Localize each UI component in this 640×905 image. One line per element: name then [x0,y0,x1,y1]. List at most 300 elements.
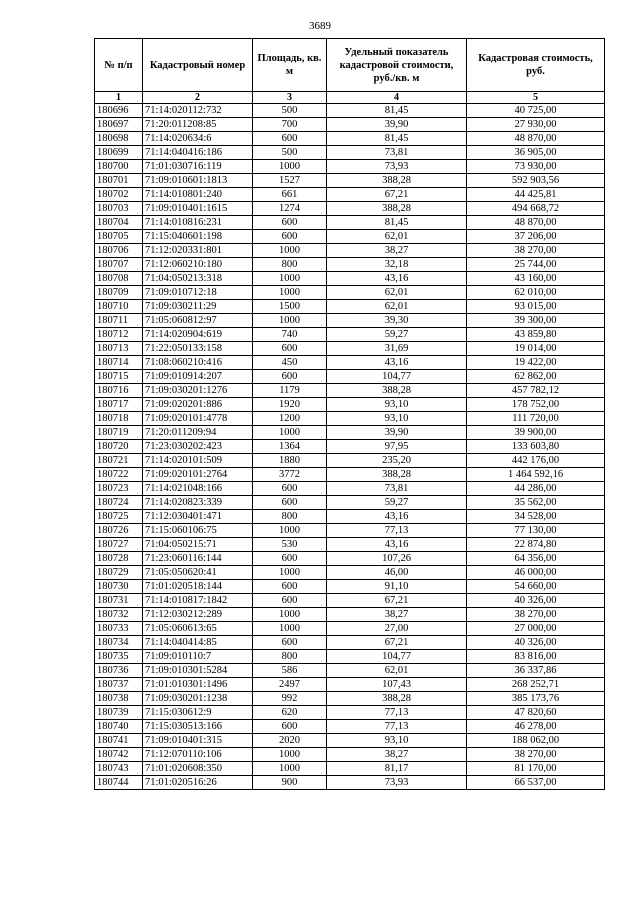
header-area: Площадь, кв. м [253,39,327,92]
table-row [95,118,605,132]
cadastral-number-cell: 71:09:010712:18 [143,286,253,300]
area-cell: 1500 [253,300,327,314]
table-row [95,552,605,566]
area-cell: 530 [253,538,327,552]
specific-value-cell: 39,90 [327,426,467,440]
cadastral-number-cell: 71:14:021048:166 [143,482,253,496]
cadastral-cost-cell: 38 270,00 [467,748,605,762]
cadastral-cost-cell: 133 603,80 [467,440,605,454]
specific-value-cell: 73,93 [327,160,467,174]
row-number-cell: 180719 [95,426,143,440]
cadastral-number-cell: 71:04:050215:71 [143,538,253,552]
table-row [95,216,605,230]
table-row [95,650,605,664]
area-cell: 600 [253,342,327,356]
row-number-cell: 180702 [95,188,143,202]
specific-value-cell: 62,01 [327,230,467,244]
row-number-cell: 180724 [95,496,143,510]
cadastral-number-cell: 71:09:010401:315 [143,734,253,748]
cadastral-cost-cell: 385 173,76 [467,692,605,706]
table-row [95,692,605,706]
column-number: 4 [327,92,467,104]
cadastral-number-cell: 71:12:020331:801 [143,244,253,258]
cadastral-number-cell: 71:14:020823:339 [143,496,253,510]
page-number: 3689 [309,20,331,32]
area-cell: 1000 [253,762,327,776]
specific-value-cell: 43,16 [327,356,467,370]
table-row [95,104,605,118]
row-number-cell: 180729 [95,566,143,580]
area-cell: 600 [253,552,327,566]
specific-value-cell: 39,90 [327,118,467,132]
specific-value-cell: 31,69 [327,342,467,356]
row-number-cell: 180744 [95,776,143,790]
cadastral-number-cell: 71:09:010601:1813 [143,174,253,188]
cadastral-cost-cell: 44 425,81 [467,188,605,202]
table-row [95,636,605,650]
cadastral-number-cell: 71:20:011208:85 [143,118,253,132]
cadastral-cost-cell: 494 668,72 [467,202,605,216]
area-cell: 1880 [253,454,327,468]
specific-value-cell: 27,00 [327,622,467,636]
row-number-cell: 180743 [95,762,143,776]
cadastral-cost-cell: 22 874,80 [467,538,605,552]
table-row [95,398,605,412]
area-cell: 700 [253,118,327,132]
cadastral-cost-cell: 43 160,00 [467,272,605,286]
specific-value-cell: 81,45 [327,104,467,118]
cadastral-cost-cell: 27 000,00 [467,622,605,636]
row-number-cell: 180709 [95,286,143,300]
row-number-cell: 180721 [95,454,143,468]
specific-value-cell: 104,77 [327,650,467,664]
cadastral-cost-cell: 46 278,00 [467,720,605,734]
table-row [95,706,605,720]
specific-value-cell: 73,81 [327,146,467,160]
area-cell: 800 [253,258,327,272]
area-cell: 600 [253,720,327,734]
cadastral-number-cell: 71:14:020101:509 [143,454,253,468]
cadastral-number-cell: 71:04:050213:318 [143,272,253,286]
table-row [95,384,605,398]
specific-value-cell: 46,00 [327,566,467,580]
table-row [95,160,605,174]
cadastral-number-cell: 71:15:030612:9 [143,706,253,720]
table-row [95,776,605,790]
cadastral-cost-cell: 457 782,12 [467,384,605,398]
cadastral-number-cell: 71:09:030201:1276 [143,384,253,398]
row-number-cell: 180718 [95,412,143,426]
area-cell: 600 [253,496,327,510]
specific-value-cell: 81,45 [327,216,467,230]
cadastral-cost-cell: 40 326,00 [467,636,605,650]
table-row [95,678,605,692]
cadastral-cost-cell: 35 562,00 [467,496,605,510]
area-cell: 3772 [253,468,327,482]
cadastral-number-cell: 71:14:040416:186 [143,146,253,160]
specific-value-cell: 93,10 [327,412,467,426]
specific-value-cell: 43,16 [327,272,467,286]
cadastral-cost-cell: 46 000,00 [467,566,605,580]
cadastral-number-cell: 71:14:010801:240 [143,188,253,202]
table-row [95,566,605,580]
cadastral-number-cell: 71:01:020608:350 [143,762,253,776]
row-number-cell: 180737 [95,678,143,692]
row-number-cell: 180731 [95,594,143,608]
column-number: 1 [95,92,143,104]
area-cell: 500 [253,104,327,118]
cadastral-cost-cell: 43 859,80 [467,328,605,342]
cadastral-cost-cell: 77 130,00 [467,524,605,538]
specific-value-cell: 38,27 [327,748,467,762]
table-row [95,440,605,454]
table-row [95,468,605,482]
area-cell: 740 [253,328,327,342]
specific-value-cell: 107,26 [327,552,467,566]
table-row [95,496,605,510]
specific-value-cell: 39,30 [327,314,467,328]
cadastral-cost-cell: 111 720,00 [467,412,605,426]
column-number-row [95,92,605,104]
table-row [95,524,605,538]
cadastral-number-cell: 71:09:020201:886 [143,398,253,412]
cadastral-number-cell: 71:01:020516:26 [143,776,253,790]
specific-value-cell: 62,01 [327,664,467,678]
row-number-cell: 180703 [95,202,143,216]
cadastral-number-cell: 71:12:030401:471 [143,510,253,524]
row-number-cell: 180696 [95,104,143,118]
cadastral-number-cell: 71:22:050133:158 [143,342,253,356]
area-cell: 1527 [253,174,327,188]
specific-value-cell: 77,13 [327,524,467,538]
area-cell: 600 [253,636,327,650]
cadastral-number-cell: 71:09:020101:4778 [143,412,253,426]
table-row [95,580,605,594]
row-number-cell: 180714 [95,356,143,370]
row-number-cell: 180730 [95,580,143,594]
header-cadastral-cost: Кадастровая стоимость, руб. [467,39,605,92]
table-row [95,762,605,776]
table-row [95,622,605,636]
area-cell: 1274 [253,202,327,216]
area-cell: 1000 [253,622,327,636]
specific-value-cell: 81,45 [327,132,467,146]
area-cell: 1000 [253,566,327,580]
cadastral-cost-cell: 37 206,00 [467,230,605,244]
area-cell: 800 [253,650,327,664]
cadastral-number-cell: 71:15:030513:166 [143,720,253,734]
cadastral-number-cell: 71:08:060210:416 [143,356,253,370]
row-number-cell: 180728 [95,552,143,566]
specific-value-cell: 73,81 [327,482,467,496]
area-cell: 800 [253,510,327,524]
specific-value-cell: 81,17 [327,762,467,776]
row-number-cell: 180711 [95,314,143,328]
cadastral-number-cell: 71:09:010110:7 [143,650,253,664]
cadastral-cost-cell: 25 744,00 [467,258,605,272]
cadastral-number-cell: 71:09:030211:29 [143,300,253,314]
table-row [95,300,605,314]
cadastral-cost-cell: 36 337,86 [467,664,605,678]
specific-value-cell: 388,28 [327,174,467,188]
cadastral-cost-cell: 83 816,00 [467,650,605,664]
specific-value-cell: 77,13 [327,720,467,734]
row-number-cell: 180742 [95,748,143,762]
cadastral-cost-cell: 73 930,00 [467,160,605,174]
table-row [95,244,605,258]
cadastral-cost-cell: 178 752,00 [467,398,605,412]
row-number-cell: 180700 [95,160,143,174]
area-cell: 1364 [253,440,327,454]
area-cell: 1000 [253,748,327,762]
cadastral-cost-cell: 81 170,00 [467,762,605,776]
table-row [95,188,605,202]
header-specific-value: Удельный показатель кадастровой стоимости, руб./кв. м [327,39,467,92]
specific-value-cell: 388,28 [327,468,467,482]
row-number-cell: 180705 [95,230,143,244]
area-cell: 600 [253,580,327,594]
cadastral-number-cell: 71:05:060613:65 [143,622,253,636]
cadastral-number-cell: 71:14:040414:85 [143,636,253,650]
cadastral-cost-cell: 54 660,00 [467,580,605,594]
table-row [95,734,605,748]
cadastral-cost-cell: 442 176,00 [467,454,605,468]
row-number-cell: 180710 [95,300,143,314]
specific-value-cell: 62,01 [327,286,467,300]
area-cell: 1000 [253,244,327,258]
cadastral-cost-cell: 64 356,00 [467,552,605,566]
row-number-cell: 180713 [95,342,143,356]
row-number-cell: 180697 [95,118,143,132]
specific-value-cell: 43,16 [327,538,467,552]
table-row [95,174,605,188]
cadastral-number-cell: 71:01:010301:1496 [143,678,253,692]
specific-value-cell: 32,18 [327,258,467,272]
cadastral-cost-cell: 93 015,00 [467,300,605,314]
cadastral-cost-cell: 44 286,00 [467,482,605,496]
cadastral-cost-cell: 62 010,00 [467,286,605,300]
area-cell: 1920 [253,398,327,412]
cadastral-number-cell: 71:23:060116:144 [143,552,253,566]
header-cadastral-number: Кадастровый номер [143,39,253,92]
specific-value-cell: 77,13 [327,706,467,720]
specific-value-cell: 97,95 [327,440,467,454]
area-cell: 1000 [253,524,327,538]
row-number-cell: 180734 [95,636,143,650]
header-row [95,39,605,92]
area-cell: 500 [253,146,327,160]
table-row [95,286,605,300]
table-row [95,258,605,272]
area-cell: 1179 [253,384,327,398]
table-row [95,356,605,370]
row-number-cell: 180723 [95,482,143,496]
cadastral-number-cell: 71:05:060812:97 [143,314,253,328]
cadastral-cost-cell: 40 326,00 [467,594,605,608]
row-number-cell: 180715 [95,370,143,384]
table-row [95,342,605,356]
area-cell: 600 [253,482,327,496]
table-row [95,538,605,552]
specific-value-cell: 67,21 [327,188,467,202]
cadastral-number-cell: 71:09:030201:1238 [143,692,253,706]
area-cell: 2020 [253,734,327,748]
cadastral-cost-cell: 48 870,00 [467,132,605,146]
row-number-cell: 180717 [95,398,143,412]
cadastral-number-cell: 71:12:070110:106 [143,748,253,762]
row-number-cell: 180720 [95,440,143,454]
row-number-cell: 180726 [95,524,143,538]
cadastral-number-cell: 71:09:010914:207 [143,370,253,384]
cadastral-number-cell: 71:14:020112:732 [143,104,253,118]
table-row [95,230,605,244]
specific-value-cell: 59,27 [327,328,467,342]
cadastral-number-cell: 71:09:010401:1615 [143,202,253,216]
table-row [95,202,605,216]
row-number-cell: 180739 [95,706,143,720]
row-number-cell: 180733 [95,622,143,636]
table-header [95,39,605,104]
area-cell: 600 [253,594,327,608]
specific-value-cell: 67,21 [327,636,467,650]
row-number-cell: 180698 [95,132,143,146]
specific-value-cell: 93,10 [327,398,467,412]
area-cell: 600 [253,370,327,384]
cadastral-number-cell: 71:15:040601:198 [143,230,253,244]
row-number-cell: 180708 [95,272,143,286]
area-cell: 1000 [253,314,327,328]
area-cell: 900 [253,776,327,790]
table-row [95,510,605,524]
area-cell: 586 [253,664,327,678]
table-row [95,720,605,734]
area-cell: 1000 [253,272,327,286]
area-cell: 1000 [253,160,327,174]
row-number-cell: 180706 [95,244,143,258]
specific-value-cell: 38,27 [327,608,467,622]
specific-value-cell: 43,16 [327,510,467,524]
cadastral-cost-cell: 592 903,56 [467,174,605,188]
column-number: 5 [467,92,605,104]
cadastral-number-cell: 71:14:010816:231 [143,216,253,230]
specific-value-cell: 235,20 [327,454,467,468]
row-number-cell: 180727 [95,538,143,552]
row-number-cell: 180736 [95,664,143,678]
area-cell: 1000 [253,608,327,622]
row-number-cell: 180707 [95,258,143,272]
table-row [95,608,605,622]
table-row [95,328,605,342]
table-row [95,426,605,440]
cadastral-number-cell: 71:14:010817:1842 [143,594,253,608]
row-number-cell: 180716 [95,384,143,398]
table-row [95,664,605,678]
row-number-cell: 180699 [95,146,143,160]
specific-value-cell: 93,10 [327,734,467,748]
table-row [95,132,605,146]
table-row [95,146,605,160]
specific-value-cell: 73,93 [327,776,467,790]
specific-value-cell: 388,28 [327,692,467,706]
cadastral-number-cell: 71:14:020904:619 [143,328,253,342]
cadastral-value-table [94,38,605,790]
cadastral-number-cell: 71:12:030212:289 [143,608,253,622]
cadastral-number-cell: 71:09:010301:5284 [143,664,253,678]
cadastral-cost-cell: 1 464 592,16 [467,468,605,482]
cadastral-cost-cell: 268 252,71 [467,678,605,692]
cadastral-number-cell: 71:01:020518:144 [143,580,253,594]
table-row [95,370,605,384]
cadastral-cost-cell: 188 062,00 [467,734,605,748]
column-number: 2 [143,92,253,104]
specific-value-cell: 107,43 [327,678,467,692]
cadastral-cost-cell: 39 300,00 [467,314,605,328]
area-cell: 1000 [253,286,327,300]
cadastral-cost-cell: 40 725,00 [467,104,605,118]
area-cell: 600 [253,216,327,230]
row-number-cell: 180704 [95,216,143,230]
cadastral-number-cell: 71:20:011209:94 [143,426,253,440]
area-cell: 620 [253,706,327,720]
row-number-cell: 180741 [95,734,143,748]
table-body [95,104,605,790]
table-row [95,272,605,286]
table-row [95,482,605,496]
area-cell: 600 [253,230,327,244]
cadastral-cost-cell: 19 422,00 [467,356,605,370]
cadastral-cost-cell: 36 905,00 [467,146,605,160]
area-cell: 600 [253,132,327,146]
row-number-cell: 180725 [95,510,143,524]
cadastral-number-cell: 71:09:020101:2764 [143,468,253,482]
area-cell: 661 [253,188,327,202]
specific-value-cell: 62,01 [327,300,467,314]
table-row [95,594,605,608]
table-row [95,314,605,328]
specific-value-cell: 38,27 [327,244,467,258]
row-number-cell: 180701 [95,174,143,188]
cadastral-cost-cell: 27 930,00 [467,118,605,132]
row-number-cell: 180732 [95,608,143,622]
cadastral-cost-cell: 48 870,00 [467,216,605,230]
area-cell: 1000 [253,426,327,440]
cadastral-cost-cell: 62 862,00 [467,370,605,384]
specific-value-cell: 388,28 [327,202,467,216]
specific-value-cell: 59,27 [327,496,467,510]
row-number-cell: 180740 [95,720,143,734]
cadastral-cost-cell: 47 820,60 [467,706,605,720]
row-number-cell: 180712 [95,328,143,342]
cadastral-cost-cell: 38 270,00 [467,608,605,622]
cadastral-number-cell: 71:14:020634:6 [143,132,253,146]
row-number-cell: 180738 [95,692,143,706]
cadastral-cost-cell: 38 270,00 [467,244,605,258]
area-cell: 1200 [253,412,327,426]
area-cell: 2497 [253,678,327,692]
table-row [95,748,605,762]
area-cell: 450 [253,356,327,370]
cadastral-cost-cell: 66 537,00 [467,776,605,790]
specific-value-cell: 67,21 [327,594,467,608]
specific-value-cell: 388,28 [327,384,467,398]
row-number-cell: 180735 [95,650,143,664]
cadastral-number-cell: 71:05:050620:41 [143,566,253,580]
table-row [95,412,605,426]
specific-value-cell: 91,10 [327,580,467,594]
row-number-cell: 180722 [95,468,143,482]
cadastral-number-cell: 71:01:030716:119 [143,160,253,174]
cadastral-cost-cell: 39 900,00 [467,426,605,440]
